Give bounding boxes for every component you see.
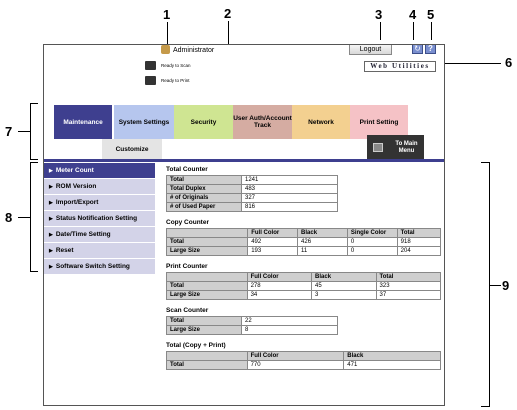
table-header-row [167,229,441,238]
tab-system-settings[interactable]: System Settings [114,105,174,139]
web-utilities-window [43,44,445,406]
sidebar [44,163,155,275]
chevron-right-icon: ▶ [49,247,53,254]
row-label: Total [167,238,248,247]
copy-counter-table [166,228,441,256]
callout-line-7 [18,131,30,132]
monitor-icon [373,143,383,152]
row-label: Large Size [167,326,242,335]
bracket-9 [489,162,490,407]
row-label: Total [167,176,242,185]
cell-value: 471 [344,361,441,370]
bracket-8-top [30,162,38,163]
row-label: Large Size [167,247,248,256]
web-utilities-logo: Web Utilities [364,61,436,72]
table-row [167,247,441,256]
total-copy-print-title: Total (Copy + Print) [166,342,226,349]
logout-button[interactable]: Logout [349,44,392,55]
user-icon [161,45,170,54]
column-header: Black [298,229,348,238]
sidebar-item-label: Date/Time Setting [55,231,111,238]
row-label: Total [167,282,248,291]
callout-5: 5 [427,7,435,22]
bracket-9-bottom [481,406,490,407]
to-main-menu-label: To Main Menu [395,140,418,154]
callout-8: 8 [5,210,13,225]
cell-value: 11 [298,247,348,256]
bracket-8-bottom [30,271,38,272]
chevron-right-icon: ▶ [49,167,53,174]
tab-customize[interactable]: Customize [102,139,162,159]
cell-value: 34 [247,291,311,300]
callout-4: 4 [409,7,417,22]
bracket-9-top [481,162,490,163]
column-header: Black [344,352,441,361]
print-status-text: Ready to Print [161,78,190,83]
meter-count-content [166,166,441,370]
sidebar-item-label: Status Notification Setting [55,215,138,222]
callout-1: 1 [163,7,171,22]
callout-line-6 [437,63,501,64]
callout-line-1 [167,22,168,46]
sidebar-item-rom-version[interactable] [44,179,155,195]
table-header-row [167,273,441,282]
cell-value: 22 [242,317,338,326]
cell-value: 323 [376,282,440,291]
tab-network[interactable]: Network [292,105,350,139]
callout-6: 6 [505,55,513,70]
row-label: Total [167,361,248,370]
bracket-7-bottom [30,159,38,160]
cell-value: 8 [242,326,338,335]
cell-value: 770 [247,361,344,370]
user-name: Administrator [173,47,215,54]
total-counter-table [166,175,338,212]
callout-line-9 [490,285,501,286]
column-header: Black [312,273,376,282]
cell-value: 426 [298,238,348,247]
row-label: # of Originals [167,194,242,203]
cell-value: 3 [312,291,376,300]
column-header: Full Color [247,352,344,361]
callout-line-3 [380,22,381,40]
table-row [167,291,441,300]
print-counter-title: Print Counter [166,263,208,270]
column-header [167,352,248,361]
sidebar-item-status-notification-setting[interactable] [44,211,155,227]
refresh-icon[interactable]: ↻ [412,44,423,54]
column-header: Total [376,273,440,282]
scan-status-text: Ready to Scan [161,63,191,68]
chevron-right-icon: ▶ [49,231,53,238]
column-header: Full Color [248,229,298,238]
copy-counter-title: Copy Counter [166,219,209,226]
table-row [167,361,441,370]
cell-value: 816 [242,203,338,212]
column-header [167,273,248,282]
bracket-7-top [30,103,38,104]
user-indicator [161,45,214,57]
table-row [167,326,338,335]
sidebar-item-software-switch-setting[interactable] [44,259,155,275]
cell-value: 483 [242,185,338,194]
callout-3: 3 [375,7,383,22]
sidebar-item-label: Software Switch Setting [55,263,130,270]
table-row [167,185,338,194]
scanner-icon [145,61,156,70]
column-header: Single Color [347,229,397,238]
sidebar-item-import-export[interactable] [44,195,155,211]
cell-value: 45 [312,282,376,291]
chevron-right-icon: ▶ [49,215,53,222]
device-status [145,58,255,90]
scan-counter-table [166,316,338,335]
table-row [167,194,338,203]
total-copy-print-table [166,351,441,370]
cell-value: 492 [248,238,298,247]
scan-status [145,58,255,73]
print-counter-table [166,272,441,300]
tab-user-auth-account-track[interactable]: User Auth/Account Track [233,105,292,139]
scan-counter-title: Scan Counter [166,307,209,314]
callout-9: 9 [502,278,510,293]
row-label: Total [167,317,242,326]
cell-value: 327 [242,194,338,203]
chevron-right-icon: ▶ [49,183,53,190]
sidebar-item-label: Reset [55,247,74,254]
sidebar-item-label: Import/Export [55,199,99,206]
row-label: Large Size [167,291,248,300]
callout-7: 7 [5,124,13,139]
column-header: Full Color [247,273,311,282]
chevron-right-icon: ▶ [49,199,53,206]
table-row [167,282,441,291]
sidebar-item-label: ROM Version [55,183,97,190]
tab-underline [44,159,444,162]
tab-maintenance[interactable]: Maintenance [54,105,112,139]
to-main-menu-button[interactable] [367,135,424,160]
table-header-row [167,352,441,361]
cell-value: 0 [347,238,397,247]
row-label: # of Used Paper [167,203,242,212]
total-counter-title: Total Counter [166,166,208,173]
cell-value: 1241 [242,176,338,185]
cell-value: 37 [376,291,440,300]
callout-2: 2 [224,6,232,21]
row-label: Total Duplex [167,185,242,194]
column-header [167,229,248,238]
cell-value: 204 [397,247,440,256]
sidebar-item-date-time-setting[interactable] [44,227,155,243]
bracket-7 [30,103,31,160]
cell-value: 278 [247,282,311,291]
tab-security[interactable]: Security [174,105,233,139]
chevron-right-icon: ▶ [49,263,53,270]
printer-icon [145,76,156,85]
callout-line-8 [18,217,30,218]
sidebar-item-meter-count[interactable] [44,163,155,179]
sidebar-item-reset[interactable] [44,243,155,259]
sidebar-item-label: Meter Count [55,167,94,174]
cell-value: 918 [397,238,440,247]
tab-print-setting[interactable]: Print Setting [350,105,408,139]
callout-line-5 [431,22,432,40]
help-icon[interactable]: ? [425,44,436,54]
callout-line-4 [413,22,414,40]
print-status [145,73,255,88]
cell-value: 0 [347,247,397,256]
table-row [167,203,338,212]
table-row [167,176,338,185]
cell-value: 193 [248,247,298,256]
table-row [167,317,338,326]
column-header: Total [397,229,440,238]
bracket-8 [30,162,31,272]
table-row [167,238,441,247]
